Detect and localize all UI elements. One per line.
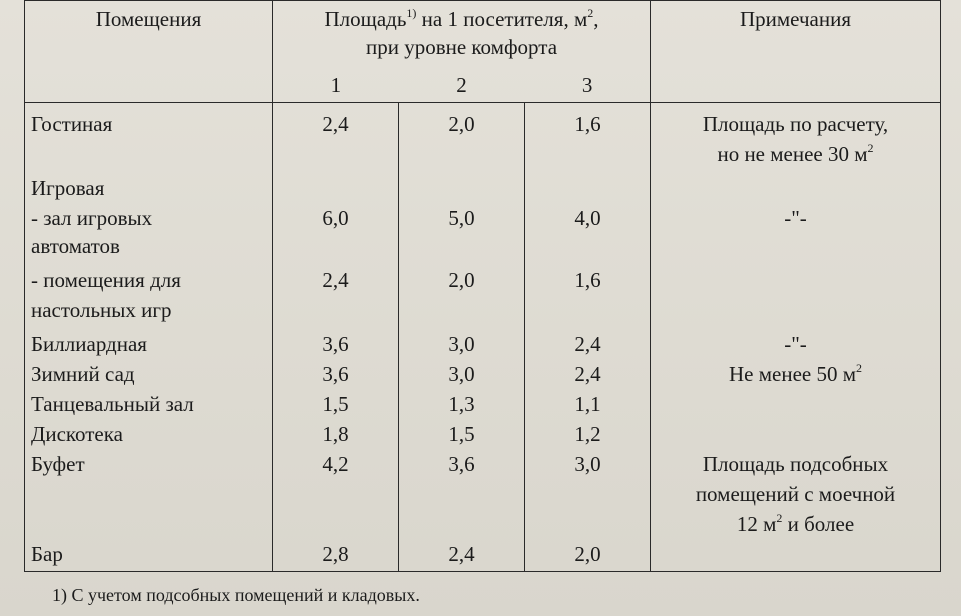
note-buffet-b: помещений с моечной xyxy=(695,482,896,506)
room-dancehall: Танцевальный зал xyxy=(31,392,194,416)
note-buffet-d-text: и более xyxy=(782,512,855,536)
header-rooms-label: Помещения xyxy=(95,7,202,31)
area-comma: , xyxy=(593,7,599,31)
room-buffet: Буфет xyxy=(31,452,85,476)
note-wintergarden-text: Не менее 50 м xyxy=(728,362,856,386)
level-3: 3 xyxy=(581,73,593,97)
value: 2,0 xyxy=(574,542,601,566)
note-ditto-billiard: -"- xyxy=(784,332,807,356)
rooms-column xyxy=(25,103,273,572)
value: 2,4 xyxy=(448,542,475,566)
value: 1,5 xyxy=(448,422,475,446)
area-unit-sup: 2 xyxy=(587,6,594,20)
value: 3,6 xyxy=(448,452,475,476)
value: 1,1 xyxy=(574,392,601,416)
value: 5,0 xyxy=(448,206,475,230)
value: 2,0 xyxy=(448,268,475,292)
value: 1,6 xyxy=(574,268,601,292)
room-living: Гостиная xyxy=(31,112,113,136)
notes-column xyxy=(651,103,941,572)
room-disco: Дискотека xyxy=(31,422,123,446)
room-tablegames-a: - помещения для xyxy=(31,268,181,292)
room-slots-b: автоматов xyxy=(31,234,120,258)
value: 3,0 xyxy=(574,452,601,476)
header-area xyxy=(273,1,651,103)
value: 3,0 xyxy=(448,332,475,356)
note-buffet-c xyxy=(651,509,940,539)
value: 4,0 xyxy=(574,206,601,230)
value: 6,0 xyxy=(322,206,349,230)
note-living-sup: 2 xyxy=(867,141,874,155)
value: 2,4 xyxy=(574,362,601,386)
value: 2,0 xyxy=(448,112,475,136)
header-area-title xyxy=(273,1,650,33)
note-wintergarden xyxy=(651,359,940,389)
area-label: Площадь xyxy=(324,7,407,31)
room-slots-a: - зал игровых xyxy=(31,206,153,230)
value: 3,6 xyxy=(322,362,349,386)
value: 1,8 xyxy=(322,422,349,446)
room-wintergarden: Зимний сад xyxy=(31,362,135,386)
comfort-levels xyxy=(273,71,650,99)
room-bar: Бар xyxy=(31,542,63,566)
note-ditto-slots: -"- xyxy=(784,206,807,230)
value: 1,6 xyxy=(574,112,601,136)
header-rooms xyxy=(25,1,273,103)
value: 1,2 xyxy=(574,422,601,446)
value: 1,5 xyxy=(322,392,349,416)
note-living-a: Площадь по расчету, xyxy=(702,112,889,136)
room-billiard: Биллиардная xyxy=(31,332,147,356)
header-comfort-label: при уровне комфорта xyxy=(365,35,558,59)
level3-column xyxy=(525,103,651,572)
note-wintergarden-sup: 2 xyxy=(856,361,862,375)
level-2: 2 xyxy=(456,73,467,97)
comfort-area-table xyxy=(24,0,941,572)
value: 4,2 xyxy=(322,452,349,476)
value: 1,3 xyxy=(448,392,475,416)
value: 2,4 xyxy=(322,268,349,292)
footnote: 1) С учетом подсобных помещений и кладовых. xyxy=(52,585,420,605)
header-notes-label: Примечания xyxy=(739,7,851,31)
value: 2,4 xyxy=(574,332,601,356)
header-notes xyxy=(651,1,941,103)
value: 3,6 xyxy=(322,332,349,356)
value: 2,8 xyxy=(322,542,349,566)
value: 2,4 xyxy=(322,112,349,136)
room-game: Игровая xyxy=(31,176,105,200)
note-buffet-sup: 2 xyxy=(776,511,783,525)
room-tablegames-b: настольных игр xyxy=(31,298,172,322)
table-body-row xyxy=(25,103,941,572)
area-rest: на 1 посетителя, м xyxy=(416,7,588,31)
value: 3,0 xyxy=(448,362,475,386)
level1-column xyxy=(273,103,399,572)
note-living-b xyxy=(651,139,940,169)
note-buffet-c-text: 12 м xyxy=(736,512,777,536)
level2-column xyxy=(399,103,525,572)
note-living-b-text: но не менее 30 м xyxy=(717,142,868,166)
note-buffet-a: Площадь подсобных xyxy=(702,452,889,476)
area-footnote-mark: 1) xyxy=(406,6,417,20)
level-1: 1 xyxy=(330,73,342,97)
table-header-row xyxy=(25,1,941,103)
